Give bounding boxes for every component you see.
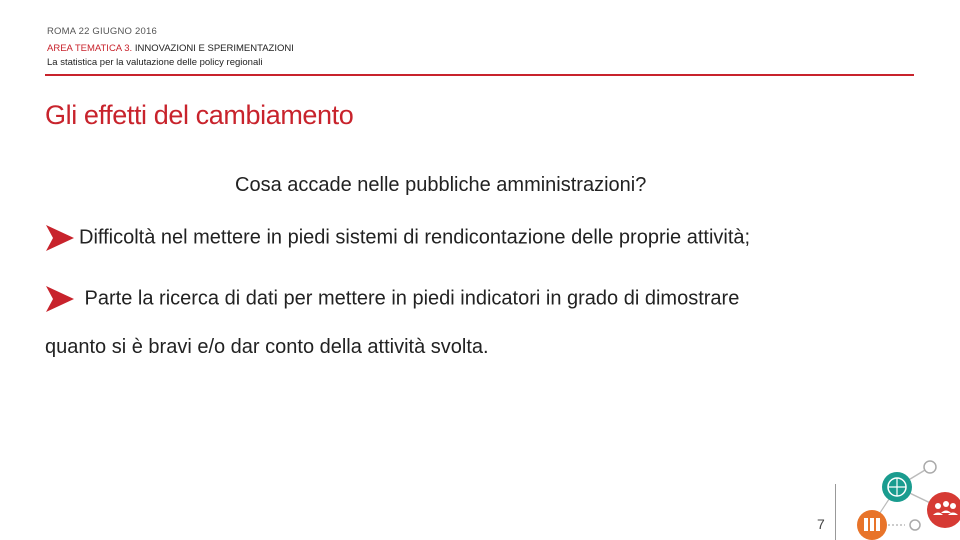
header-date: ROMA 22 GIUGNO 2016	[47, 26, 157, 37]
bullet-item	[45, 224, 750, 252]
header-subtitle: La statistica per la valutazione delle policy regionali	[47, 57, 263, 68]
bullet-text: Parte la ricerca di dati per mettere in piedi indicatori in grado di dimostrare	[79, 287, 740, 310]
header-area-prefix: AREA TEMATICA 3.	[47, 43, 133, 54]
bullet-continuation: quanto si è bravi e/o dar conto della attività svolta.	[45, 336, 489, 358]
page-number-divider	[835, 484, 836, 540]
slide-question: Cosa accade nelle pubbliche amministrazioni?	[235, 174, 647, 196]
header-divider	[45, 74, 914, 76]
bullet-arrow-icon	[45, 285, 75, 313]
bullet-text: Difficoltà nel mettere in piedi sistemi di rendicontazione delle proprie attività;	[79, 226, 751, 249]
network-decoration-icon	[840, 455, 960, 540]
bullet-arrow-icon	[45, 224, 75, 252]
bullet-item	[45, 285, 739, 313]
header-area	[47, 43, 294, 54]
slide-title: Gli effetti del cambiamento	[45, 100, 354, 130]
header-area-text: INNOVAZIONI E SPERIMENTAZIONI	[132, 43, 294, 54]
page-number: 7	[817, 516, 825, 532]
